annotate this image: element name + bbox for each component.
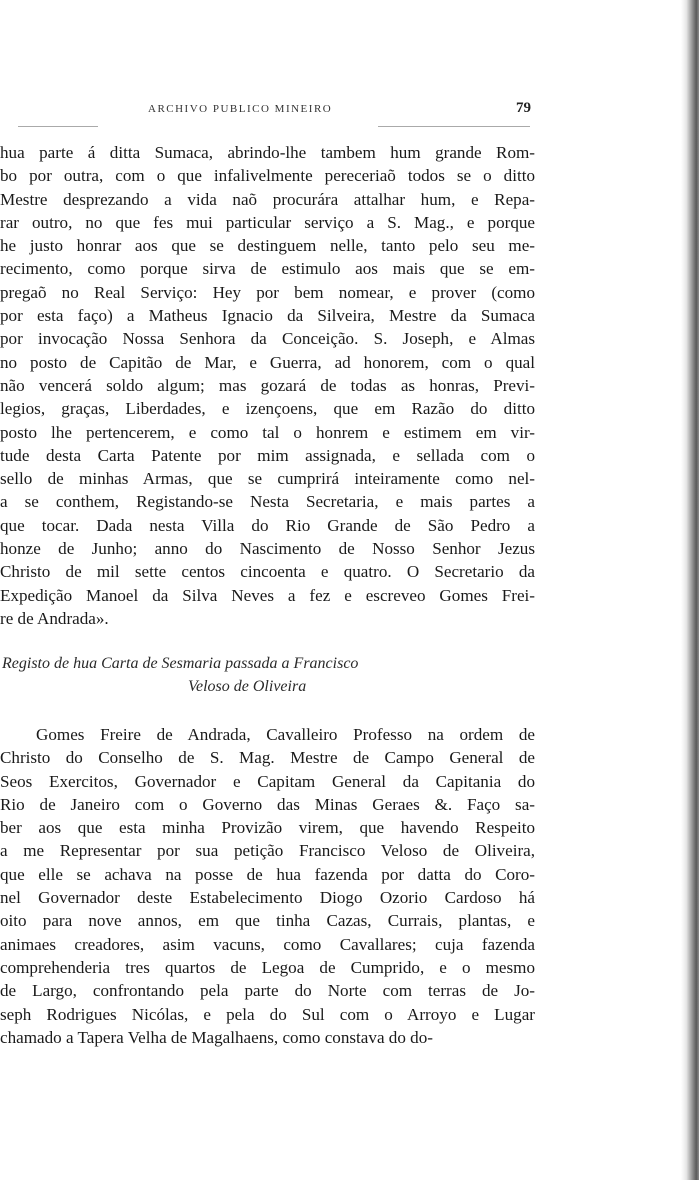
page-edge-shadow <box>681 0 699 1180</box>
text-line: por invocação Nossa Senhora da Conceição. S. Joseph, e Almas <box>0 329 535 349</box>
text-line: pregaõ no Real Serviço: Hey por bem nomear, e prover (como <box>0 282 535 302</box>
text-line: a me Representar por sua petição Francisco Veloso de Oliveira, <box>0 841 535 861</box>
text-line: no posto de Capitão de Mar, e Guerra, ad honorem, com o qual <box>0 352 535 372</box>
text-line: he justo honrar aos que se destinguem nelle, tanto pelo seu me- <box>0 236 535 256</box>
text-line: por esta faço) a Matheus Ignacio da Silveira, Mestre da Sumaca <box>0 306 535 326</box>
section-title <box>0 652 540 698</box>
text-line: Christo do Conselho de S. Mag. Mestre de Campo General de <box>0 748 535 768</box>
running-head-title: ARCHIVO PUBLICO MINEIRO <box>148 103 333 115</box>
text-line: a se conthem, Registando-se Nesta Secretaria, e mais partes a <box>0 492 535 512</box>
text-line: nel Governador deste Estabelecimento Diogo Ozorio Cardoso há <box>0 888 535 908</box>
header-rule-left <box>18 126 98 127</box>
text-line: não vencerá soldo algum; mas gozará de todas as honras, Previ- <box>0 375 535 395</box>
text-line: ber aos que esta minha Provizão virem, que havendo Respeito <box>0 818 535 838</box>
text-line: oito para nove annos, em que tinha Cazas, Currais, plantas, e <box>0 911 535 931</box>
text-line: Expedição Manoel da Silva Neves a fez e escreveo Gomes Frei- <box>0 585 535 605</box>
page-number: 79 <box>516 100 531 116</box>
paragraph-carta-patente <box>0 141 535 630</box>
paragraph-sesmaria <box>0 723 535 1049</box>
text-line: de Largo, confrontando pela parte do Norte com terras de Jo- <box>0 981 535 1001</box>
text-line: honze de Junho; anno do Nascimento de Nosso Senhor Jezus <box>0 539 535 559</box>
text-line: Rio de Janeiro com o Governo das Minas Geraes &. Faço sa- <box>0 794 535 814</box>
text-line: bo por outra, com o que infalivelmente pereceriaõ todos se o ditto <box>0 166 535 186</box>
text-line: que tocar. Dada nesta Villa do Rio Grande de São Pedro a <box>0 515 535 535</box>
text-line: seph Rodrigues Nicólas, e pela do Sul com o Arroyo e Lugar <box>0 1004 535 1024</box>
text-line: que elle se achava na posse de hua fazenda por datta do Coro- <box>0 864 535 884</box>
section-title-line-1: Registo de hua Carta de Sesmaria passada a Francisco <box>2 655 359 672</box>
text-line: Mestre desprezando a vida naõ procurára attalhar hum, e Repa- <box>0 189 535 209</box>
text-line: tude desta Carta Patente por mim assignada, e sellada com o <box>0 445 535 465</box>
text-line: hua parte á ditta Sumaca, abrindo-lhe tambem hum grande Rom- <box>0 143 535 162</box>
text-line: animaes creadores, asim vacuns, como Cavallares; cuja fazenda <box>0 934 535 954</box>
text-line: Gomes Freire de Andrada, Cavalleiro Professo na ordem de <box>36 725 535 744</box>
text-line: rar outro, no que fes mui particular serviço a S. Mag., e porque <box>0 212 535 232</box>
section-title-line-2: Veloso de Oliveira <box>188 678 307 695</box>
text-line: posto lhe pertencerem, e como tal o honrem e estimem em vir- <box>0 422 535 442</box>
text-line: recimento, como porque sirva de estimulo aos mais que se em- <box>0 259 535 279</box>
text-line: Seos Exercitos, Governador e Capitam General da Capitania do <box>0 771 535 791</box>
text-line: Christo de mil sette centos cincoenta e quatro. O Secretario da <box>0 562 535 582</box>
text-line: sello de minhas Armas, que se cumprirá inteiramente como nel- <box>0 469 535 489</box>
header-rule-right <box>378 126 530 127</box>
running-header <box>0 100 540 127</box>
text-line: chamado a Tapera Velha de Magalhaens, como constava do do- <box>0 1027 433 1047</box>
text-line: comprehenderia tres quartos de Legoa de Cumprido, e o mesmo <box>0 957 535 977</box>
text-line: legios, graças, Liberdades, e izençoens, que em Razão do ditto <box>0 399 535 419</box>
text-line: re de Andrada». <box>0 608 109 628</box>
